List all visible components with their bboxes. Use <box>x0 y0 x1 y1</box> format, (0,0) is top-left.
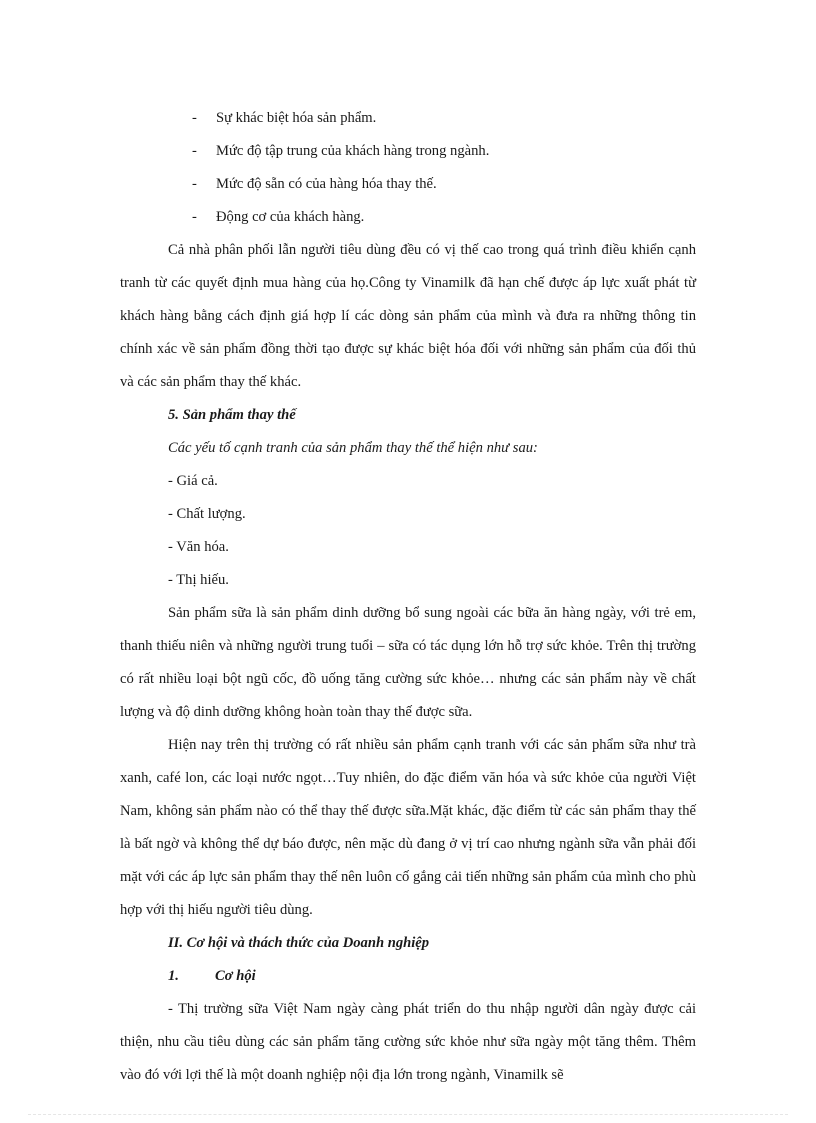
bullet-dash: - <box>192 209 197 225</box>
bullet-dash: - <box>192 176 197 192</box>
paragraph-substitutes: Hiện nay trên thị trường có rất nhiều sản phẩm cạnh tranh với các sản phẩm sữa như trà xanh, café lon, các loại nước ngọt…Tuy nhiên, do đặc điểm văn hóa và sức khỏe của người Việt Nam, không sản phẩm nào có thể thay thế được sữa.Mặt khác, đặc điểm từ các sản phẩm thay thế là bất ngờ và không thể dự báo được, nên mặc dù đang ở vị trí cao nhưng ngành sữa vẫn phải đối mặt với các áp lực sản phẩm thay thế nên luôn cố gắng cải tiến những sản phẩm của mình cho phù hợp với thị hiếu người tiêu dùng. <box>120 737 696 918</box>
bullet-dash: - <box>192 110 197 126</box>
factor-item: - Giá cả. <box>168 473 218 489</box>
paragraph-opportunity: - Thị trường sữa Việt Nam ngày càng phát triển do thu nhập người dân ngày được cải thiện, nhu cầu tiêu dùng các sản phẩm tăng cường sức khỏe như sữa ngày một tăng thêm. Thêm vào đó với lợi thế là một doanh nghiệp nội địa lớn trong ngành, Vinamilk sẽ <box>120 1001 696 1083</box>
bullet-item <box>192 201 696 234</box>
factor-item: - Văn hóa. <box>168 539 229 555</box>
section-subheading-5: Các yếu tố cạnh tranh của sản phẩm thay thế thể hiện như sau: <box>168 440 538 456</box>
document-body <box>120 102 696 1092</box>
bullet-text: Mức độ tập trung của khách hàng trong ngành. <box>216 143 490 159</box>
bullet-item <box>192 135 696 168</box>
factor-item: - Chất lượng. <box>168 506 246 522</box>
bullet-text: Mức độ sẵn có của hàng hóa thay thế. <box>216 176 437 192</box>
paragraph-customers: Cả nhà phân phối lẫn người tiêu dùng đều có vị thế cao trong quá trình điều khiển cạnh tranh từ các quyết định mua hàng của họ.Công ty Vinamilk đã hạn chế được áp lực xuất phát từ khách hàng bằng cách định giá hợp lí các dòng sản phẩm của mình và đưa ra những thông tin chính xác về sản phẩm đồng thời tạo được sự khác biệt hóa đối với những sản phẩm của đối thủ và các sản phẩm thay thế khác. <box>120 242 696 390</box>
subsection-number: 1. <box>168 968 179 984</box>
paragraph-milk-products: Sản phẩm sữa là sản phẩm dinh dưỡng bổ sung ngoài các bữa ăn hàng ngày, với trẻ em, thanh thiếu niên và những người trung tuổi – sữa có tác dụng lớn hỗ trợ sức khỏe. Trên thị trường có rất nhiều loại bột ngũ cốc, đồ uống tăng cường sức khỏe… nhưng các sản phẩm này về chất lượng và độ dinh dưỡng không hoàn toàn thay thế được sữa. <box>120 605 696 720</box>
subsection-title: Cơ hội <box>215 968 256 984</box>
section-heading-5: 5. Sản phẩm thay thế <box>168 407 296 423</box>
bullet-dash: - <box>192 143 197 159</box>
bullet-text: Động cơ của khách hàng. <box>216 209 365 225</box>
bullet-text: Sự khác biệt hóa sản phẩm. <box>216 110 377 126</box>
page-bottom-divider <box>28 1114 788 1115</box>
bullet-item <box>192 102 696 135</box>
factor-item: - Thị hiếu. <box>168 572 229 588</box>
section-heading-2: II. Cơ hội và thách thức của Doanh nghiệp <box>168 935 430 951</box>
bullet-item <box>192 168 696 201</box>
subsection-heading-opportunity <box>168 960 696 993</box>
